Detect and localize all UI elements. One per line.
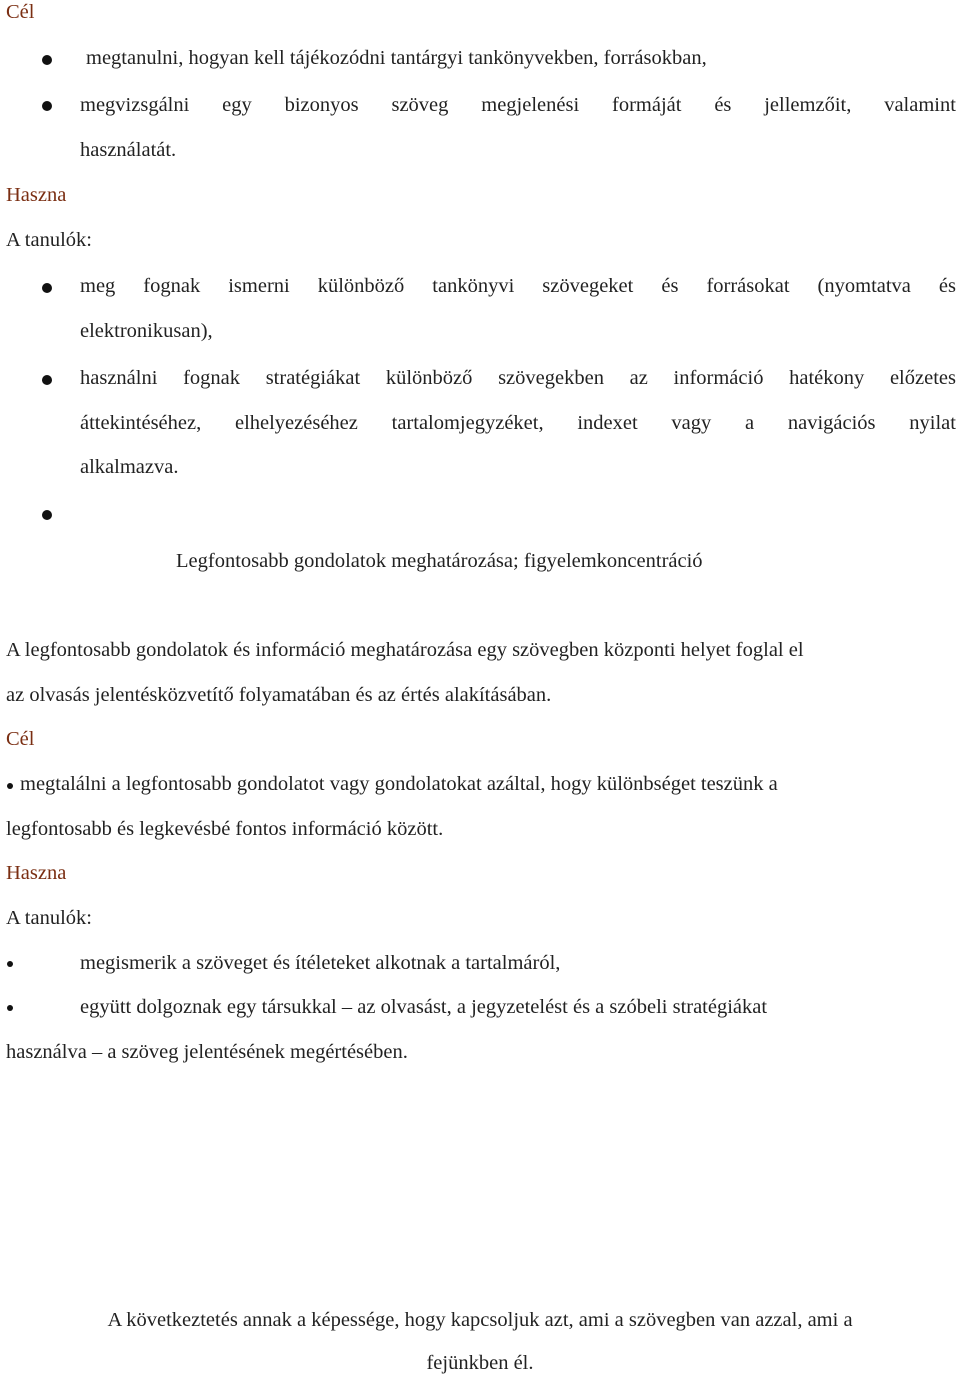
word: forrásokat [706,275,790,297]
bullet-icon [42,375,52,385]
cel-item-2-line2: használatát. [80,139,177,161]
word: fognak [183,367,241,389]
word: különböző [385,367,473,389]
word: valamint [884,94,956,116]
word: formáját [612,94,682,116]
word: ismerni [228,275,290,297]
bullet-icon [7,961,13,967]
conclusion-line-2: fejünkben él. [426,1352,534,1374]
word: és [714,94,732,116]
word: használni [80,367,158,389]
word: elhelyezéséhez [234,412,358,434]
bullet-icon [42,101,52,111]
cel-item-2-line1 [80,95,956,116]
word: különböző [317,275,405,297]
haszna-item-1-line1 [80,276,956,297]
word: megvizsgálni [80,94,190,116]
cel-2-line-2: legfontosabb és legkevésbé fontos információ között. [6,818,444,840]
tanulok-label: A tanulók: [6,229,92,251]
haszna-2-item-2-line-2: használva – a szöveg jelentésének megértésében. [6,1041,408,1063]
bullet-icon [7,1005,13,1011]
cel-item-1: megtanulni, hogyan kell tájékozódni tantárgyi tankönyvekben, forrásokban, [86,47,707,69]
word: szöveg [391,94,449,116]
haszna-2-item-1: megismerik a szöveget és ítéleteket alkotnak a tartalmáról, [80,952,561,974]
word: és [661,275,679,297]
cel-heading-2: Cél [6,728,35,750]
haszna-item-2-line2 [80,413,956,434]
word: információ [673,367,764,389]
haszna-heading-2: Haszna [6,862,67,884]
word: vagy [671,412,712,434]
haszna-item-2-line1 [80,368,956,389]
word: az [629,367,648,389]
word: áttekintéséhez, [80,412,202,434]
section-title: Legfontosabb gondolatok meghatározása; figyelemkoncentráció [176,550,703,572]
cel-2-line-1: megtalálni a legfontosabb gondolatot vagy gondolatokat azáltal, hogy különbséget teszünk a [20,773,778,795]
word: előzetes [889,367,956,389]
intro-line-1: A legfontosabb gondolatok és információ meghatározása egy szövegben központi helyet foglal el [6,639,804,661]
word: nyilat [909,412,956,434]
word: indexet [577,412,638,434]
bullet-icon [7,783,13,789]
bullet-icon [42,510,52,520]
word: szövegeket [542,275,634,297]
intro-line-2: az olvasás jelentésközvetítő folyamatában és az értés alakításában. [6,684,552,706]
word: bizonyos [284,94,359,116]
word: tartalomjegyzéket, [391,412,544,434]
haszna-item-2-line3: alkalmazva. [80,456,179,478]
word: jellemzőit, [764,94,852,116]
tanulok-label-2: A tanulók: [6,907,92,929]
word: stratégiákat [265,367,361,389]
word: szövegekben [498,367,604,389]
haszna-2-item-2-line-1: együtt dolgoznak egy társukkal – az olvasást, a jegyzetelést és a szóbeli stratégiákat [80,996,768,1018]
word: a [745,412,755,434]
word: egy [222,94,252,116]
cel-heading: Cél [6,1,35,23]
haszna-item-1-line2: elektronikusan), [80,320,213,342]
word: fognak [143,275,201,297]
word: megjelenési [481,94,580,116]
word: tankönyvi [432,275,515,297]
word: és [938,275,956,297]
bullet-icon [42,283,52,293]
bullet-icon [42,55,52,65]
word: meg [80,275,116,297]
word: navigációs [787,412,876,434]
word: (nyomtatva [817,275,911,297]
word: hatékony [789,367,865,389]
conclusion-line-1: A következtetés annak a képessége, hogy kapcsoljuk azt, ami a szövegben van azzal, ami a [107,1309,853,1331]
haszna-heading: Haszna [6,184,67,206]
